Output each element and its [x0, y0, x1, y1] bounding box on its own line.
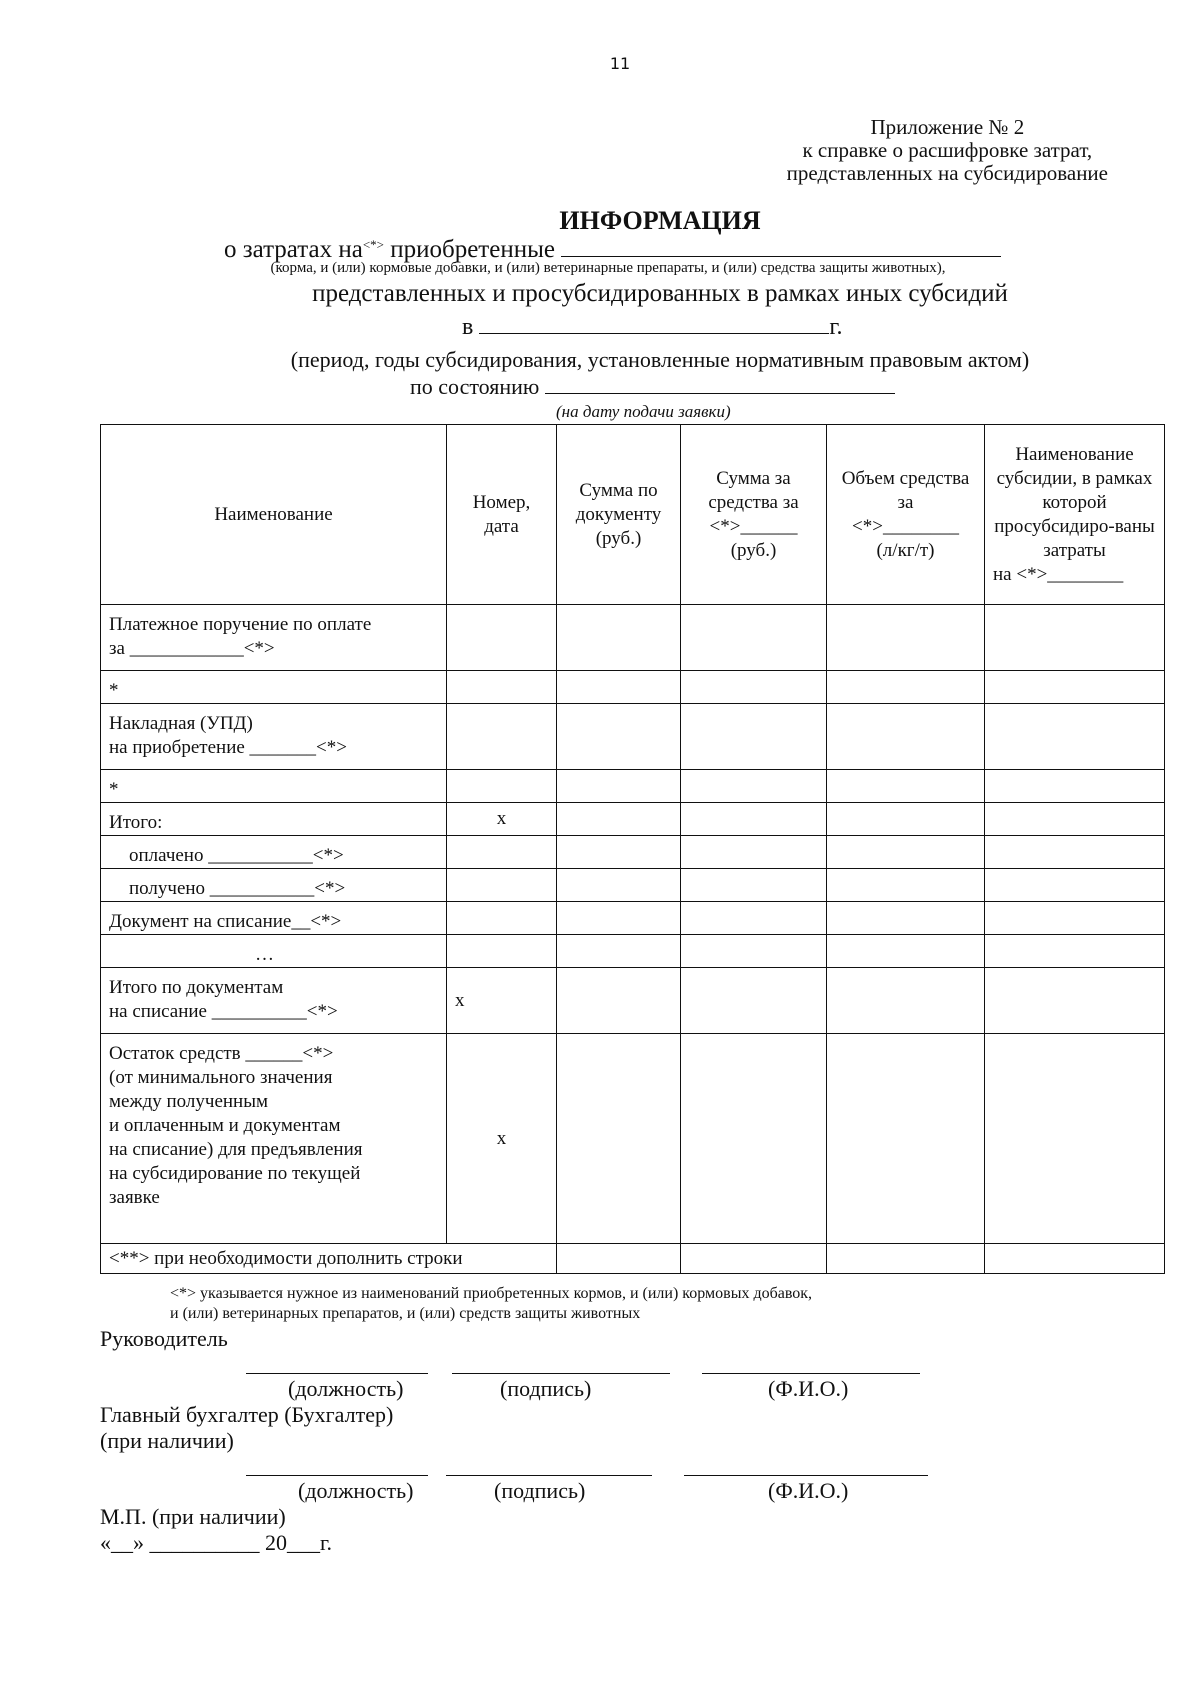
row-total-writeoff-line-1: Итого по документам: [109, 977, 284, 998]
period-line: [462, 314, 842, 341]
table-cell: [681, 605, 827, 671]
accountant-signature-caption: (подпись): [494, 1478, 586, 1503]
row-remainder-line-6: на субсидирование по текущей: [109, 1163, 361, 1184]
header-volume: [827, 425, 985, 605]
appendix-line-2: к справке о расшифровке затрат,: [802, 138, 1093, 162]
table-cell: [447, 869, 557, 902]
row-total-writeoff-mark: х: [447, 968, 557, 1034]
row-writeoff-doc: Документ на списание__<*>: [101, 902, 447, 935]
date-note: (на дату подачи заявки): [556, 402, 731, 421]
table-cell: [557, 803, 681, 836]
row-ellipsis: …: [101, 935, 447, 968]
table-cell: [827, 1244, 985, 1274]
table-cell: [557, 836, 681, 869]
header-volume-line-1: Объем средства за: [841, 467, 970, 513]
period-note: (период, годы субсидирования, установленные нормативным правовым актом): [290, 347, 1030, 372]
row-payment-order: [101, 605, 447, 671]
table-cell: [681, 935, 827, 968]
table-cell: [985, 869, 1165, 902]
row-remainder-line-3: между полученным: [109, 1091, 269, 1112]
row-total-writeoff-line-2: на списание __________<*>: [109, 1001, 338, 1022]
table-row: [101, 869, 1165, 902]
table-cell: [681, 836, 827, 869]
row-remainder-line-1: Остаток средств ______<*>: [109, 1043, 334, 1064]
table-cell: [985, 1034, 1165, 1244]
table-row: [101, 836, 1165, 869]
row-invoice-line-1: Накладная (УПД): [109, 713, 253, 734]
as-of-line: [410, 374, 895, 400]
row-total-mark: х: [447, 803, 557, 836]
purchased-blank-line: [561, 256, 1001, 257]
header-sum-for-line-3: (руб.): [730, 539, 777, 561]
header-volume-line-2: <*>________: [852, 515, 959, 537]
accountant-position-line: [246, 1475, 428, 1476]
header-subsidy-line-2: на <*>________: [993, 563, 1124, 585]
table-cell: [557, 869, 681, 902]
table-cell: [681, 770, 827, 803]
table-cell: [447, 902, 557, 935]
head-fio-caption: (Ф.И.О.): [768, 1376, 849, 1401]
table-row: [101, 803, 1165, 836]
table-row: [101, 671, 1165, 704]
table-cell: [681, 803, 827, 836]
row-remainder-line-5: на списание) для предъявления: [109, 1139, 363, 1160]
table-row: [101, 935, 1165, 968]
row-star-2: *: [101, 770, 447, 803]
purchased-text: приобретенные: [390, 236, 555, 263]
row-total: Итого:: [101, 803, 447, 836]
header-doc-sum: Сумма по документу (руб.): [557, 425, 681, 605]
table-cell: [827, 836, 985, 869]
in-text: в: [462, 314, 474, 340]
row-star-1: *: [101, 671, 447, 704]
table-cell: [447, 836, 557, 869]
appendix-line-1: Приложение № 2: [870, 115, 1025, 139]
table-cell: [557, 935, 681, 968]
row-payment-order-line-2: за ____________<*>: [109, 638, 275, 659]
table-row: [101, 1244, 1165, 1274]
subtitle-line-3: представленных и просубсидированных в рамках иных субсидий: [312, 280, 1008, 307]
row-remainder: [101, 1034, 447, 1244]
header-number-date: Номер, дата: [447, 425, 557, 605]
row-paid: оплачено ___________<*>: [101, 836, 447, 869]
page-number: 11: [609, 54, 631, 73]
table-cell: [985, 803, 1165, 836]
row-total-writeoff: [101, 968, 447, 1034]
table-cell: [827, 1034, 985, 1244]
table-cell: [447, 704, 557, 770]
head-fio-line: [702, 1373, 920, 1374]
table-cell: [447, 770, 557, 803]
table-cell: [827, 968, 985, 1034]
table-cell: [681, 1244, 827, 1274]
footnote: [170, 1284, 812, 1324]
header-sum-for: [681, 425, 827, 605]
table-cell: [827, 803, 985, 836]
header-name: Наименование: [101, 425, 447, 605]
table-cell: [985, 968, 1165, 1034]
table-cell: [557, 605, 681, 671]
table-row: [101, 968, 1165, 1034]
appendix-line-3: представленных на субсидирование: [786, 161, 1108, 185]
head-signature-line: [452, 1373, 670, 1374]
table-cell: [985, 836, 1165, 869]
header-subsidy: [985, 425, 1165, 605]
table-cell: [827, 605, 985, 671]
table-row: [101, 770, 1165, 803]
table-cell: [827, 902, 985, 935]
document-title: ИНФОРМАЦИЯ: [559, 206, 761, 235]
table-cell: [985, 770, 1165, 803]
table-cell: [681, 704, 827, 770]
as-of-blank-line: [545, 393, 895, 394]
footnote-line-1: <*> указывается нужное из наименований приобретенных кормов, и (или) кормовых добавок,: [170, 1285, 813, 1302]
table-cell: [557, 1034, 681, 1244]
table-row: [101, 605, 1165, 671]
table-header-row: [101, 425, 1165, 605]
table-cell: [681, 968, 827, 1034]
table-cell: [827, 671, 985, 704]
row-received: получено ___________<*>: [101, 869, 447, 902]
marker-superscript: <*>: [362, 237, 384, 252]
goods-note: (корма, и (или) кормовые добавки, и (или) ветеринарные препараты, и (или) средства защиты животных),: [270, 260, 946, 276]
header-sum-for-line-1: Сумма за средства за: [708, 467, 799, 513]
row-remainder-line-2: (от минимального значения: [109, 1067, 333, 1088]
head-position-caption: (должность): [288, 1376, 404, 1401]
table-row: [101, 902, 1165, 935]
table-cell: [557, 1244, 681, 1274]
costs-on-text: о затратах на: [224, 236, 363, 263]
row-remainder-line-4: и оплаченным и документам: [109, 1115, 341, 1136]
header-volume-line-3: (л/кг/т): [876, 539, 935, 561]
accountant-signature-line: [446, 1475, 652, 1476]
table-cell: [985, 1244, 1165, 1274]
table-cell: [827, 935, 985, 968]
table-cell: [681, 902, 827, 935]
header-sum-for-line-2: <*>______: [709, 515, 798, 537]
chief-accountant-note: (при наличии): [100, 1428, 234, 1453]
table-cell: [827, 770, 985, 803]
head-signature-caption: (подпись): [500, 1376, 592, 1401]
table-cell: [681, 869, 827, 902]
stamp-label: М.П. (при наличии): [100, 1504, 286, 1529]
table-row: [101, 1034, 1165, 1244]
header-subsidy-line-1: Наименование субсидии, в рамках которой просубсидиро-ваны затраты: [994, 443, 1155, 561]
as-of-text: по состоянию: [410, 374, 540, 399]
table-cell: [447, 935, 557, 968]
table-cell: [557, 770, 681, 803]
table-cell: [985, 671, 1165, 704]
footnote-line-2: и (или) ветеринарных препаратов, и (или) средств защиты животных: [170, 1305, 641, 1322]
table-cell: [557, 968, 681, 1034]
accountant-position-caption: (должность): [298, 1478, 414, 1503]
table-cell: [557, 902, 681, 935]
table-cell: [447, 671, 557, 704]
table-cell: [827, 869, 985, 902]
row-add-rows-note: <**> при необходимости дополнить строки: [101, 1244, 557, 1274]
table-cell: [557, 704, 681, 770]
date-line: «__» __________ 20___г.: [100, 1530, 333, 1555]
year-suffix: г.: [829, 314, 843, 340]
table-cell: [827, 704, 985, 770]
table-cell: [985, 704, 1165, 770]
row-payment-order-line-1: Платежное поручение по оплате: [109, 614, 372, 635]
table-cell: [985, 902, 1165, 935]
costs-table: [100, 424, 1165, 1274]
head-label: Руководитель: [100, 1326, 228, 1351]
row-remainder-mark: х: [447, 1034, 557, 1244]
row-invoice-line-2: на приобретение _______<*>: [109, 737, 347, 758]
row-remainder-line-7: заявке: [109, 1187, 160, 1208]
table-cell: [557, 671, 681, 704]
appendix-header: [787, 116, 1108, 185]
table-cell: [985, 935, 1165, 968]
head-position-line: [246, 1373, 428, 1374]
table-cell: [681, 1034, 827, 1244]
row-invoice: [101, 704, 447, 770]
period-blank-line: [479, 333, 829, 334]
table-row: [101, 704, 1165, 770]
accountant-fio-caption: (Ф.И.О.): [768, 1478, 849, 1503]
table-cell: [681, 671, 827, 704]
table-cell: [985, 605, 1165, 671]
table-cell: [447, 605, 557, 671]
accountant-fio-line: [684, 1475, 928, 1476]
chief-accountant-label: Главный бухгалтер (Бухгалтер): [100, 1402, 394, 1427]
